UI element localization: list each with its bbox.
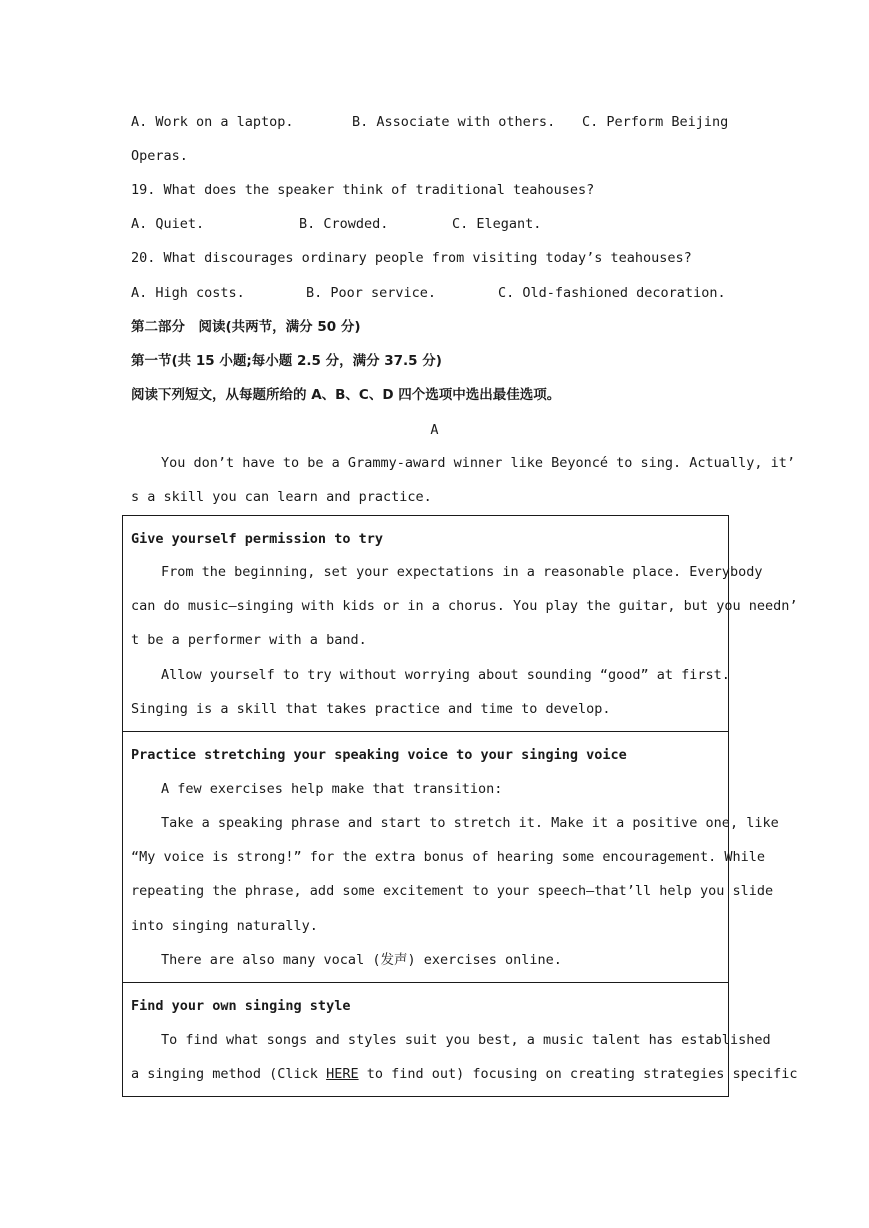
q18-option-c: C. Perform Beijing bbox=[582, 114, 729, 130]
tip-heading-stretching: Practice stretching your speaking voice to your singing voice bbox=[131, 747, 627, 763]
q18-options bbox=[131, 113, 731, 185]
tip1-text-line: t be a performer with a band. bbox=[131, 632, 367, 648]
q19-option-a: A. Quiet. bbox=[131, 216, 205, 232]
tip3-text-before-link: a singing method (Click bbox=[131, 1066, 327, 1082]
q19-option-b: B. Crowded. bbox=[299, 216, 389, 232]
q19-option-c: C. Elegant. bbox=[452, 216, 542, 232]
passage-letter: A bbox=[430, 422, 439, 438]
q18-option-a: A. Work on a laptop. bbox=[131, 114, 294, 130]
reading-instruction: 阅读下列短文，从每题所给的 A、B、C、D 四个选项中选出最佳选项。 bbox=[131, 387, 561, 403]
q19-stem: 19. What does the speaker think of traditional teahouses? bbox=[131, 182, 595, 198]
q18-option-b: B. Associate with others. bbox=[352, 114, 556, 130]
passage-intro-line-2: s a skill you can learn and practice. bbox=[131, 489, 432, 505]
tip3-text-line: To find what songs and styles suit you best, a music talent has established bbox=[161, 1032, 771, 1048]
here-link[interactable]: HERE bbox=[326, 1066, 359, 1082]
tip-heading-style: Find your own singing style bbox=[131, 998, 351, 1014]
section1-heading: 第一节(共 15 小题;每小题 2.5 分，满分 37.5 分) bbox=[131, 353, 442, 369]
tip2-text-line: repeating the phrase, add some excitement to your speech—that’ll help you slide bbox=[131, 883, 774, 899]
tip1-text-line: From the beginning, set your expectations in a reasonable place. Everybody bbox=[161, 564, 763, 580]
tip2-text-line: Take a speaking phrase and start to stretch it. Make it a positive one, like bbox=[161, 815, 779, 831]
tip1-text-line: Allow yourself to try without worrying about sounding “good” at first. bbox=[161, 667, 730, 683]
passage-intro-line-1: You don’t have to be a Grammy-award winner like Beyoncé to sing. Actually, it’ bbox=[161, 455, 795, 471]
q20-option-a: A. High costs. bbox=[131, 285, 245, 301]
q20-stem: 20. What discourages ordinary people from visiting today’s teahouses? bbox=[131, 250, 692, 266]
tip1-text-line: can do music—singing with kids or in a chorus. You play the guitar, but you needn’ bbox=[131, 598, 798, 614]
tip2-text-line: A few exercises help make that transition: bbox=[161, 781, 503, 797]
tip2-text-line: “My voice is strong!” for the extra bonus of hearing some encouragement. While bbox=[131, 849, 765, 865]
part2-heading: 第二部分 阅读(共两节，满分 50 分) bbox=[131, 319, 361, 335]
tip1-text-line: Singing is a skill that takes practice and time to develop. bbox=[131, 701, 611, 717]
q20-option-b: B. Poor service. bbox=[306, 285, 437, 301]
tip3-text-after-link: to find out) focusing on creating strategies specific bbox=[358, 1066, 798, 1082]
tip-heading-permission: Give yourself permission to try bbox=[131, 531, 383, 547]
tip2-text-line: There are also many vocal (发声) exercises online. bbox=[161, 952, 562, 968]
q20-option-c: C. Old-fashioned decoration. bbox=[498, 285, 726, 301]
q18-option-c-cont: Operas. bbox=[131, 148, 188, 164]
tip3-text-line bbox=[131, 1065, 798, 1083]
tip2-text-line: into singing naturally. bbox=[131, 918, 318, 934]
